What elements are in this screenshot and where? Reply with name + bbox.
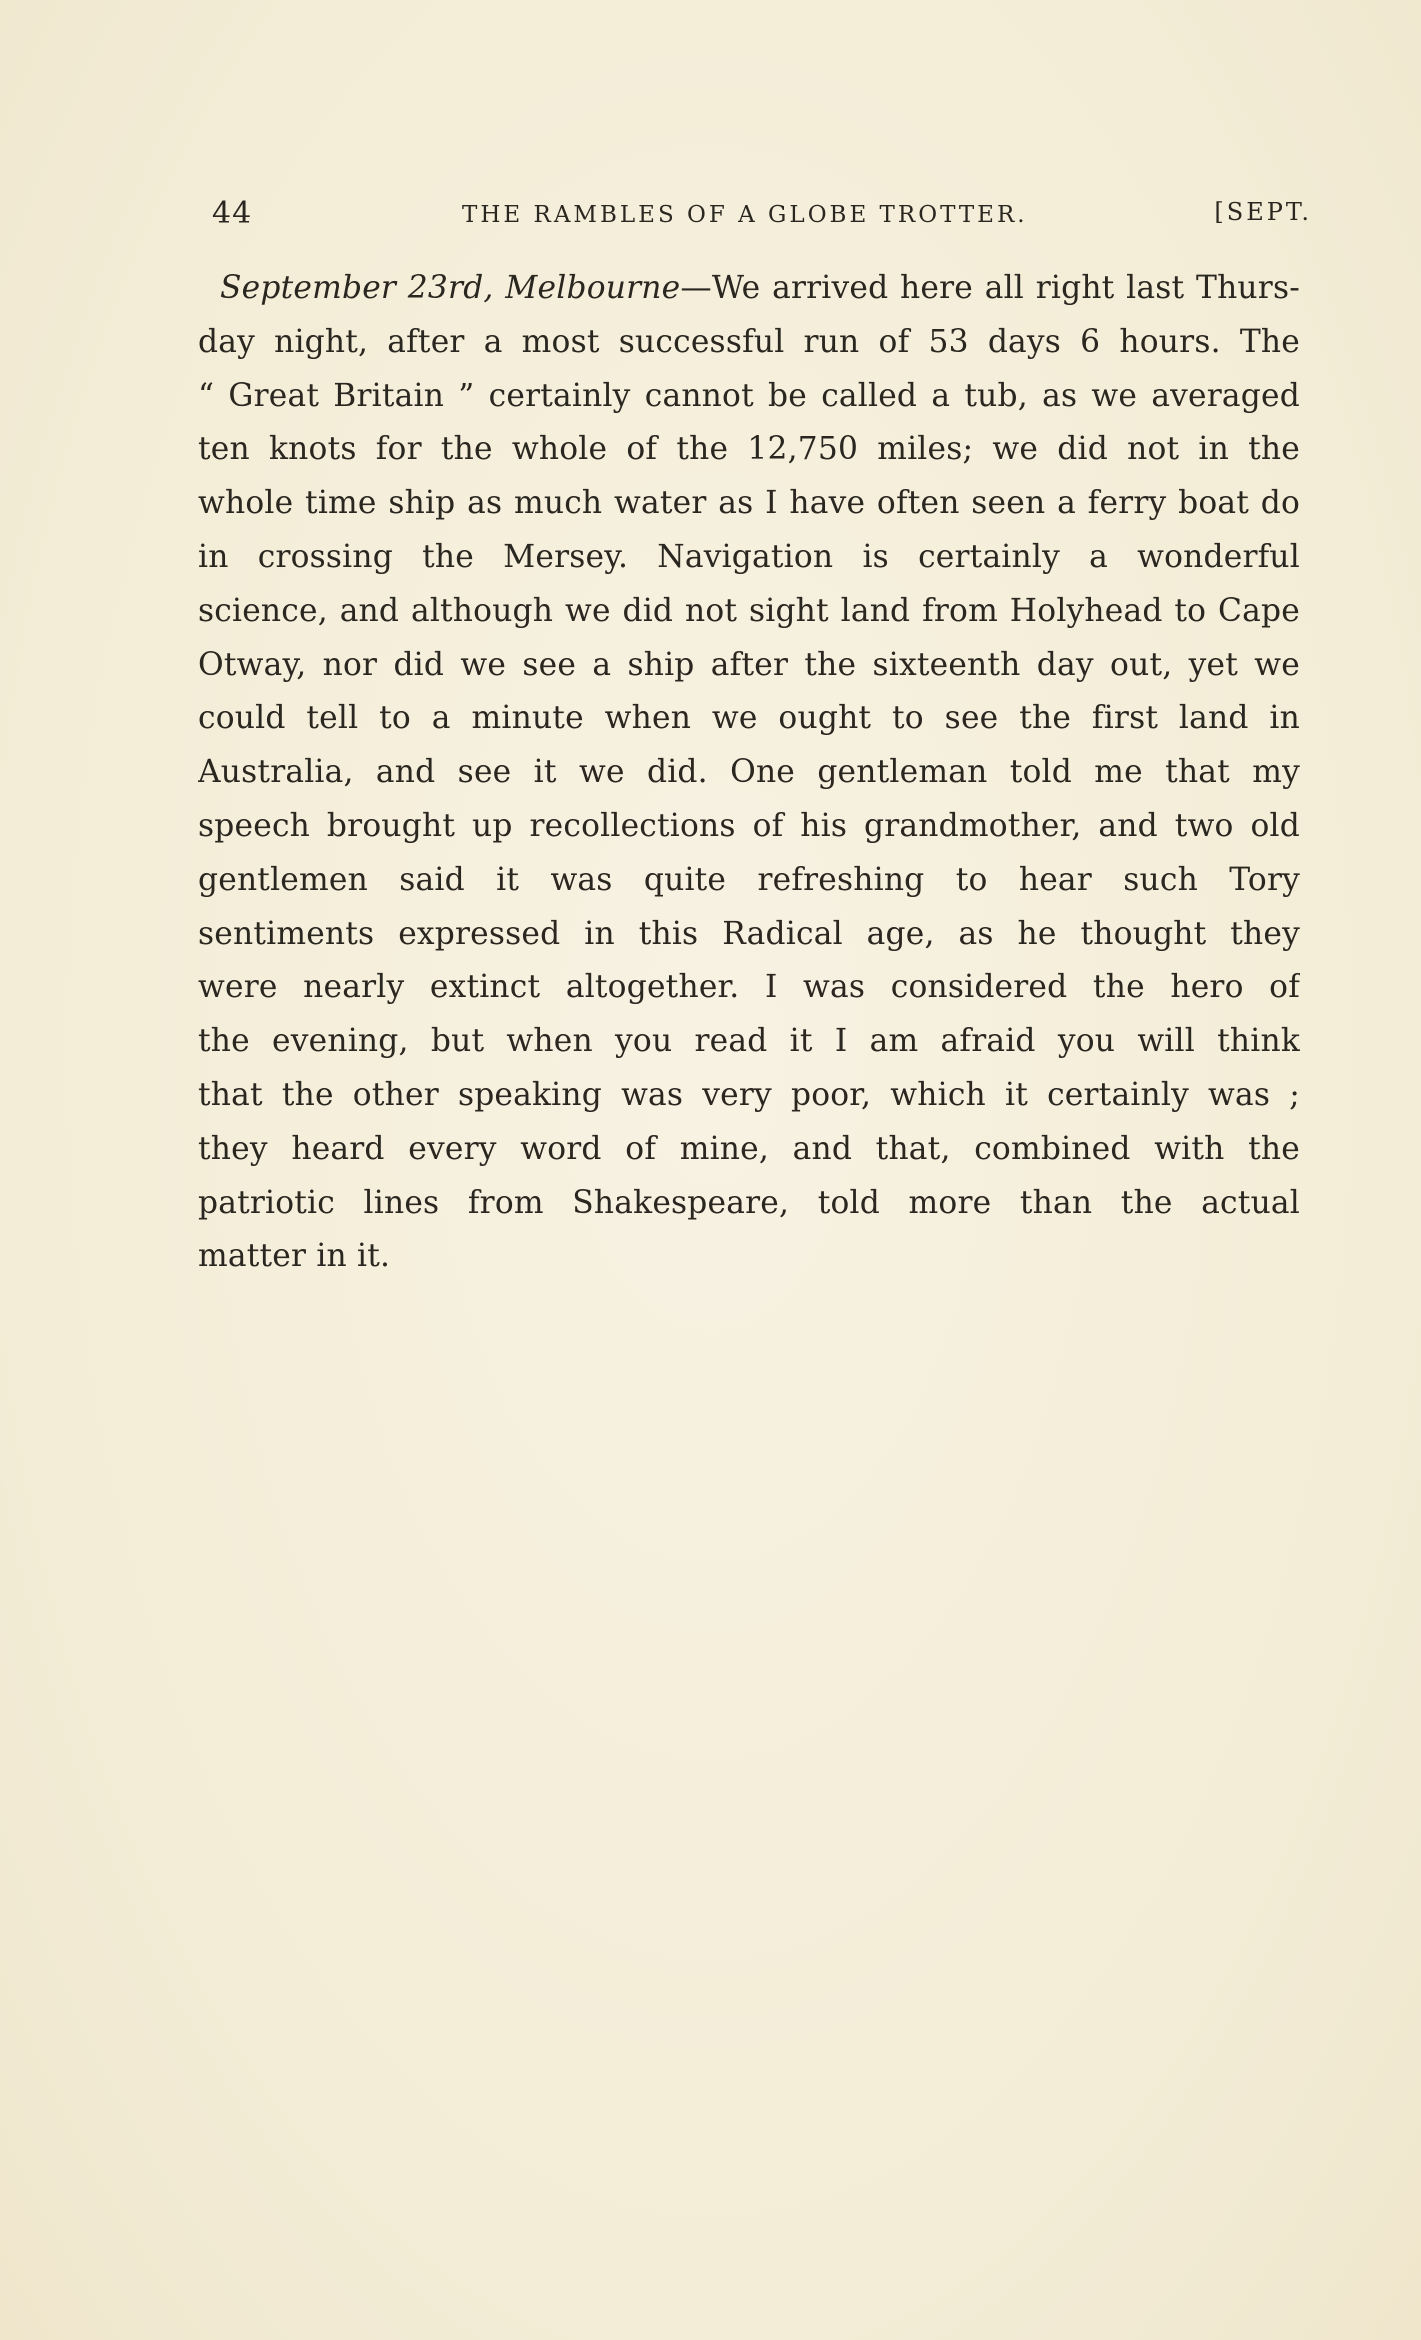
- paragraph-line: gentlemen said it was quite refreshing to hear such Tory: [198, 861, 1300, 898]
- letter-entry: [198, 262, 1300, 1284]
- paragraph-line: Australia, and see it we did. One gentleman told me that my: [198, 754, 1300, 791]
- running-title: THE RAMBLES OF A GLOBE TROTTER.: [462, 202, 1028, 228]
- running-month: [SEPT.: [1214, 198, 1312, 226]
- paragraph-line: that the other speaking was very poor, which it certainly was ;: [198, 1076, 1300, 1113]
- running-head: [212, 196, 1312, 236]
- paragraph-line: ten knots for the whole of the 12,750 miles; we did not in the: [198, 431, 1300, 468]
- paragraph-line: were nearly extinct altogether. I was considered the hero of: [198, 969, 1300, 1006]
- paragraph-line: patriotic lines from Shakespeare, told more than the actual: [198, 1184, 1300, 1221]
- paragraph-line: “ Great Britain ” certainly cannot be called a tub, as we averaged: [198, 377, 1300, 414]
- paragraph-line: sentiments expressed in this Radical age, as he thought they: [198, 915, 1300, 952]
- paragraph-line: could tell to a minute when we ought to see the first land in: [198, 700, 1300, 737]
- paragraph-line: they heard every word of mine, and that, combined with the: [198, 1130, 1300, 1167]
- page-number: 44: [212, 196, 253, 231]
- paragraph-line: in crossing the Mersey. Navigation is certainly a wonderful: [198, 538, 1300, 575]
- entry-date: September 23rd,: [220, 270, 494, 306]
- paragraph-line: science, and although we did not sight land from Holyhead to Cape: [198, 592, 1300, 629]
- paragraph-line: day night, after a most successful run of 53 days 6 hours. The: [198, 323, 1300, 360]
- paragraph-line-text: —We arrived here all right last Thurs-: [680, 270, 1300, 306]
- paragraph-line: the evening, but when you read it I am afraid you will think: [198, 1023, 1300, 1060]
- paragraph-line: whole time ship as much water as I have often seen a ferry boat do: [198, 485, 1300, 522]
- paragraph-line: speech brought up recollections of his grandmother, and two old: [198, 807, 1300, 844]
- paragraph-line: [198, 262, 1300, 316]
- entry-place: Melbourne: [505, 270, 681, 306]
- paragraph-line: Otway, nor did we see a ship after the sixteenth day out, yet we: [198, 646, 1300, 683]
- paragraph-line: matter in it.: [198, 1238, 391, 1275]
